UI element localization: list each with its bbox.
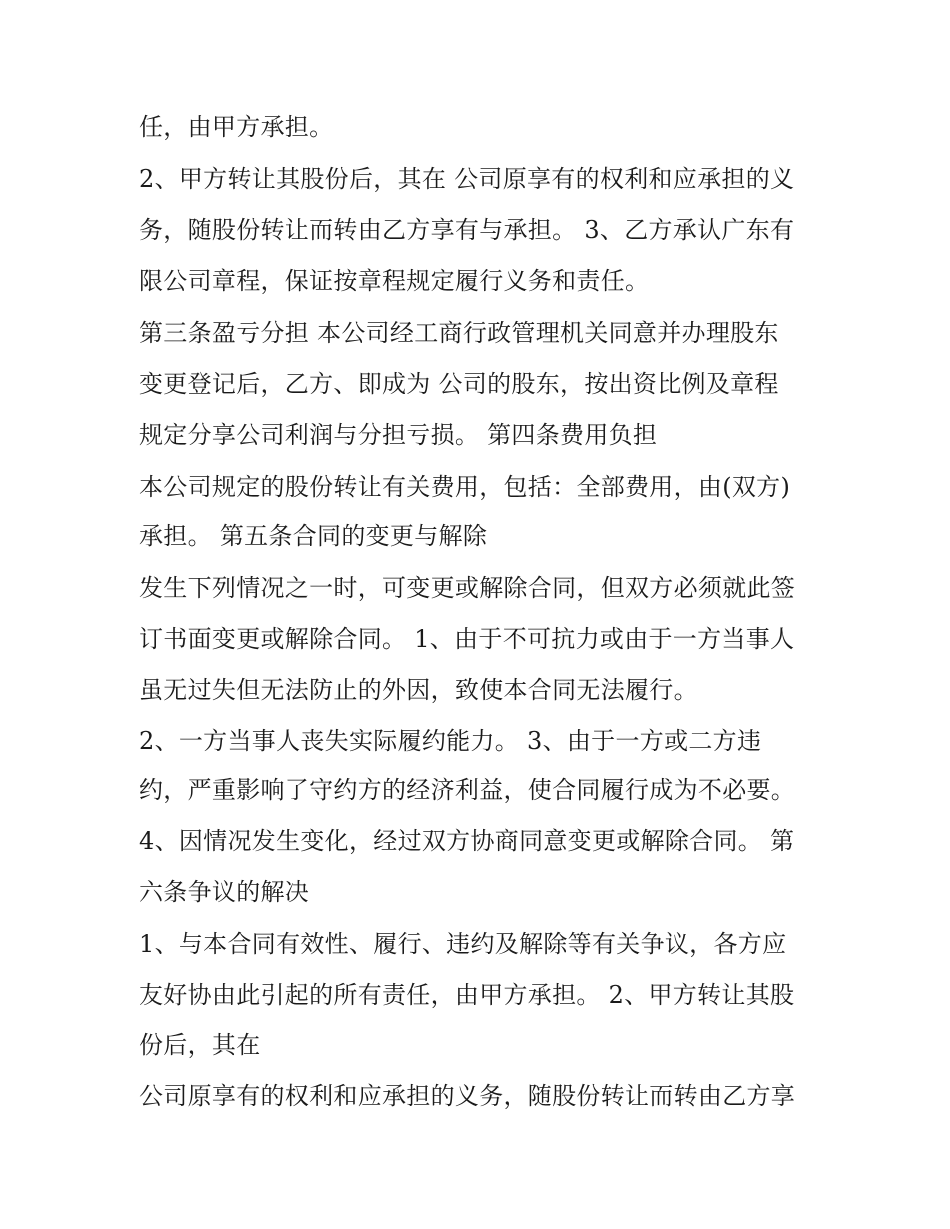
text-line: 1、与本合同有效性、履行、违约及解除等有关争议，各方应 (139, 930, 787, 958)
text-line: 2、甲方转让其股份后，其在 公司原享有的权利和应承担的义 (139, 165, 795, 193)
text-line: 规定分享公司利润与分担亏损。 第四条费用负担 (139, 421, 658, 449)
text-line: 虽无过失但无法防止的外因，致使本合同无法履行。 (139, 676, 698, 704)
text-line: 变更登记后，乙方、即成为 公司的股东，按出资比例及章程 (139, 370, 779, 398)
text-line: 任，由甲方承担。 (139, 113, 334, 141)
text-line: 务，随股份转让而转由乙方享有与承担。 3、乙方承认广东有 (139, 216, 795, 244)
text-line: 4、因情况发生变化，经过双方协商同意变更或解除合同。 第 (139, 827, 795, 855)
text-line: 友好协由此引起的所有责任，由甲方承担。 2、甲方转让其股 (139, 981, 795, 1009)
text-line: 本公司规定的股份转让有关费用，包括：全部费用，由(双方) (139, 473, 791, 501)
text-line: 公司原享有的权利和应承担的义务，随股份转让而转由乙方享 (139, 1082, 796, 1110)
text-line: 承担。 第五条合同的变更与解除 (139, 522, 488, 550)
text-line: 约，严重影响了守约方的经济利益，使合同履行成为不必要。 (139, 776, 796, 804)
text-line: 2、一方当事人丧失实际履约能力。 3、由于一方或二方违 (139, 727, 762, 755)
text-line: 六条争议的解决 (139, 878, 310, 906)
text-line: 限公司章程，保证按章程规定履行义务和责任。 (139, 267, 650, 295)
text-line: 发生下列情况之一时，可变更或解除合同，但双方必须就此签 (139, 574, 796, 602)
text-line: 订书面变更或解除合同。 1、由于不可抗力或由于一方当事人 (139, 625, 795, 653)
text-line: 份后，其在 (139, 1031, 261, 1059)
text-line: 第三条盈亏分担 本公司经工商行政管理机关同意并办理股东 (139, 319, 779, 347)
